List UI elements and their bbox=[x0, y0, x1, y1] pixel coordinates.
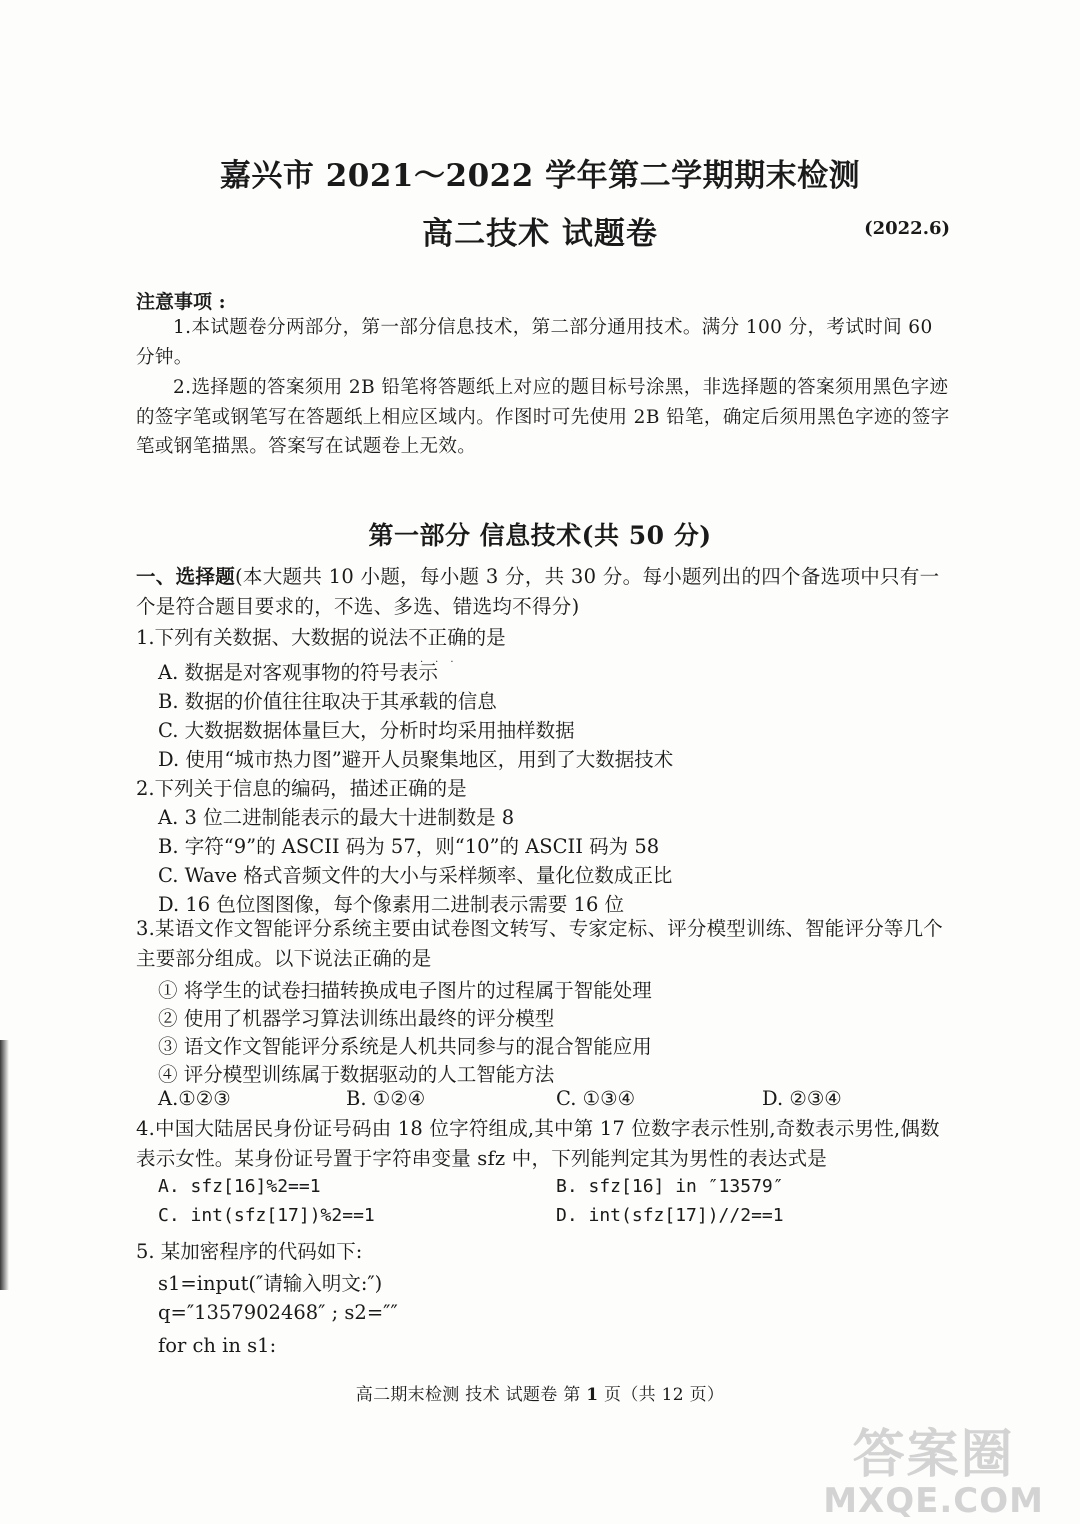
q1-stem: 1.下列有关数据、大数据的说法不正确的是 bbox=[136, 626, 506, 649]
section-intro-text: (本大题共 10 小题，每小题 3 分，共 30 分。每小题列出的四个备选项中只有一个是符合题目要求的，不选、多选、错选均不得分) bbox=[136, 565, 940, 619]
q4-option-d: D. int(sfz[17])//2==1 bbox=[556, 1205, 784, 1226]
section-title: 第一部分 信息技术(共 50 分) bbox=[368, 521, 712, 550]
code-line-1: s1=input(″请输入明文:″) bbox=[158, 1272, 383, 1295]
q1-option-c: C. 大数据数据体量巨大，分析时均采用抽样数据 bbox=[158, 719, 575, 742]
scan-shadow bbox=[0, 1040, 9, 1290]
q2-option-d: D. 16 色位图图像，每个像素用二进制表示需要 16 位 bbox=[158, 893, 625, 916]
q4-option-c: C. int(sfz[17])%2==1 bbox=[158, 1205, 375, 1226]
q3-statement-1: ① 将学生的试卷扫描转换成电子图片的过程属于智能处理 bbox=[158, 979, 652, 1002]
q2-stem: 2.下列关于信息的编码，描述正确的是 bbox=[136, 777, 467, 800]
footer-total-pages: 12 bbox=[661, 1385, 684, 1405]
q4-stem: 4.中国大陆居民身份证号码由 18 位字符组成,其中第 17 位数字表示性别,奇数表示男性,偶数表示女性。某身份证号置于字符串变量 sfz 中，下列能判定其为男性的表达式是 bbox=[136, 1117, 940, 1170]
footer-prefix: 高二期末检测 技术 试题卷 第 bbox=[355, 1385, 587, 1405]
q2-option-a: A. 3 位二进制能表示的最大十进制数是 8 bbox=[158, 806, 515, 829]
watermark-site: MXQE.COM bbox=[823, 1481, 1044, 1521]
exam-title: 嘉兴市 2021～2022 学年第二学期期末检测 bbox=[219, 158, 861, 194]
q3-choice-d: D. ②③④ bbox=[762, 1087, 842, 1110]
q4-option-b: B. sfz[16] in ″13579″ bbox=[556, 1176, 784, 1197]
q5-stem: 5. 某加密程序的代码如下: bbox=[136, 1240, 363, 1263]
section-intro bbox=[136, 562, 951, 622]
code-line-2: q=″1357902468″ ; s2=″″ bbox=[158, 1301, 398, 1324]
page-footer bbox=[0, 1380, 1080, 1405]
code-line-3: for ch in s1: bbox=[158, 1334, 277, 1357]
notice-item-2: 2.选择题的答案须用 2B 铅笔将答题纸上对应的题目标号涂黑，非选择题的答案须用黑色字迹的签字笔或钢笔写在答题纸上相应区域内。作图时可先使用 2B 铅笔，确定后须用黑色字迹的签字笔或钢笔描黑。答案写在试题卷上无效。 bbox=[136, 377, 950, 458]
footer-middle: 页（共 bbox=[598, 1385, 662, 1405]
q1-option-b: B. 数据的价值往往取决于其承载的信息 bbox=[158, 690, 497, 713]
q4-option-a: A. sfz[16]%2==1 bbox=[158, 1176, 321, 1197]
q2-option-b: B. 字符“9”的 ASCII 码为 57，则“10”的 ASCII 码为 58 bbox=[158, 835, 660, 858]
q3-stem: 3.某语文作文智能评分系统主要由试卷图文转写、专家定标、评分模型训练、智能评分等几个主要部分组成。以下说法正确的是 bbox=[136, 917, 944, 970]
q1-option-d: D. 使用“城市热力图”避开人员聚集地区，用到了大数据技术 bbox=[158, 748, 674, 771]
q3-statement-2: ② 使用了机器学习算法训练出最终的评分模型 bbox=[158, 1007, 555, 1030]
q3-statement-3: ③ 语文作文智能评分系统是人机共同参与的混合智能应用 bbox=[158, 1035, 652, 1058]
q3-choice-c: C. ①③④ bbox=[556, 1087, 636, 1110]
q3-choice-b: B. ①②④ bbox=[346, 1087, 426, 1110]
exam-subtitle: 高二技术 试题卷 bbox=[422, 216, 658, 252]
footer-page-number: 1 bbox=[586, 1385, 599, 1405]
notice-heading: 注意事项 : bbox=[136, 291, 226, 313]
notice-item-1: 1.本试题卷分两部分，第一部分信息技术，第二部分通用技术。满分 100 分，考试时间 60 分钟。 bbox=[136, 317, 933, 368]
q3-choice-a: A.①②③ bbox=[158, 1087, 231, 1110]
section-intro-label: 一、选择题 bbox=[136, 565, 236, 588]
q2-option-c: C. Wave 格式音频文件的大小与采样频率、量化位数成正比 bbox=[158, 864, 673, 887]
q1-option-a: A. 数据是对客观事物的符号表示 bbox=[158, 661, 438, 684]
q1-emphasis-dots: ··· bbox=[420, 657, 466, 668]
exam-date: (2022.6) bbox=[864, 218, 950, 239]
watermark-logo-text: 答案圈 bbox=[852, 1425, 1015, 1485]
watermark bbox=[823, 1412, 1044, 1521]
q3-statement-4: ④ 评分模型训练属于数据驱动的人工智能方法 bbox=[158, 1063, 555, 1086]
footer-suffix: 页） bbox=[683, 1385, 725, 1405]
